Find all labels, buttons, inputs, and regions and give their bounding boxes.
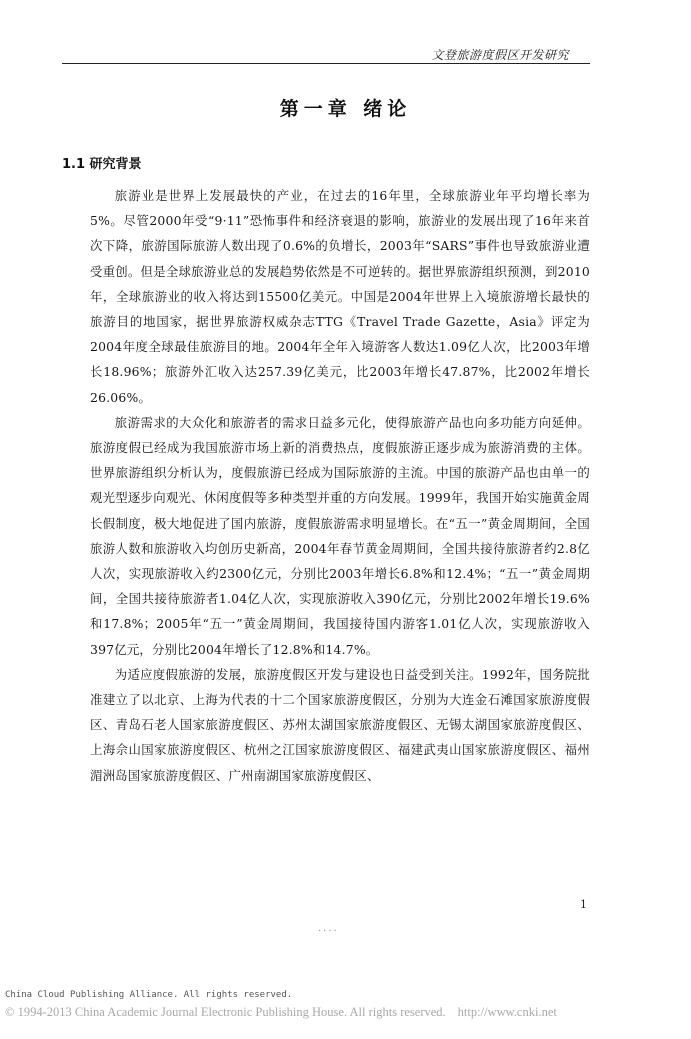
- page-number: 1: [580, 898, 587, 911]
- footer-url-link[interactable]: http://www.cnki.net: [457, 1005, 557, 1019]
- footer-copyright-text: © 1994-2013 China Academic Journal Electronic Publishing House. All rights reserved.: [5, 1005, 446, 1019]
- footer-copyright: [5, 1005, 557, 1020]
- chapter-title: 第一章 绪论: [279, 98, 412, 120]
- header-rule: [62, 63, 590, 64]
- paragraph: 旅游需求的大众化和旅游者的需求日益多元化，使得旅游产品也向多功能方向延伸。旅游度假已经成为我国旅游市场上新的消费热点，度假旅游正逐步成为旅游消费的主体。世界旅游组织分析认为，度假旅游已经成为国际旅游的主流。中国的旅游产品也由单一的观光型逐步向观光、休闲度假等多种类型并重的方向发展。1999年，我国开始实施黄金周长假制度，极大地促进了国内旅游，度假旅游需求明显增长。在“五一”黄金周期间，全国旅游人数和旅游收入均创历史新高，2004年春节黄金周期间，全国共接待旅游者约2.8亿人次，实现旅游收入约2300亿元，分别比2003年增长6.8%和12.4%；“五一”黄金周期间，全国共接待旅游者1.04亿人次，实现旅游收入390亿元，分别比2002年增长19.6%和17.8%；2005年“五一”黄金周期间，我国接待国内游客1.01亿人次，实现旅游收入397亿元，分别比2004年增长了12.8%和14.7%。: [90, 414, 590, 657]
- body-text: [90, 183, 590, 788]
- paragraph: 为适应度假旅游的发展，旅游度假区开发与建设也日益受到关注。1992年，国务院批准建立了以北京、上海为代表的十二个国家旅游度假区，分别为大连金石滩国家旅游度假区、青岛石老人国家旅游度假区、苏州太湖国家旅游度假区、无锡太湖国家旅游度假区、上海佘山国家旅游度假区、杭州之江国家旅游度假区、福建武夷山国家旅游度假区、福州湄洲岛国家旅游度假区、广州南湖国家旅游度假区、: [90, 666, 590, 783]
- continuation-mark: ....: [318, 923, 339, 934]
- running-header: 文登旅游度假区开发研究: [431, 48, 569, 62]
- paragraph: 旅游业是世界上发展最快的产业，在过去的16年里，全球旅游业年平均增长率为5%。尽管2000年受“9·11”恐怖事件和经济衰退的影响，旅游业的发展出现了16年来首次下降，旅游国际旅游人数出现了0.6%的负增长，2003年“SARS”事件也导致旅游业遭受重创。但是全球旅游业总的发展趋势依然是不可逆转的。据世界旅游组织预测，到2010年，全球旅游业的收入将达到15500亿美元。中国是2004年世界上入境旅游增长最快的旅游目的地国家，据世界旅游权威杂志TTG《Travel Trade Gazette，Asia》评定为2004年度全球最佳旅游目的地。2004年全年入境游客人数达1.09亿人次，比2003年增长18.96%；旅游外汇收入达257.39亿美元，比2003年增长47.87%，比2002年增长26.06%。: [90, 188, 590, 405]
- footer-rights-notice: China Cloud Publishing Alliance. All rights reserved.: [5, 990, 293, 1000]
- section-heading: 1.1 研究背景: [62, 157, 142, 172]
